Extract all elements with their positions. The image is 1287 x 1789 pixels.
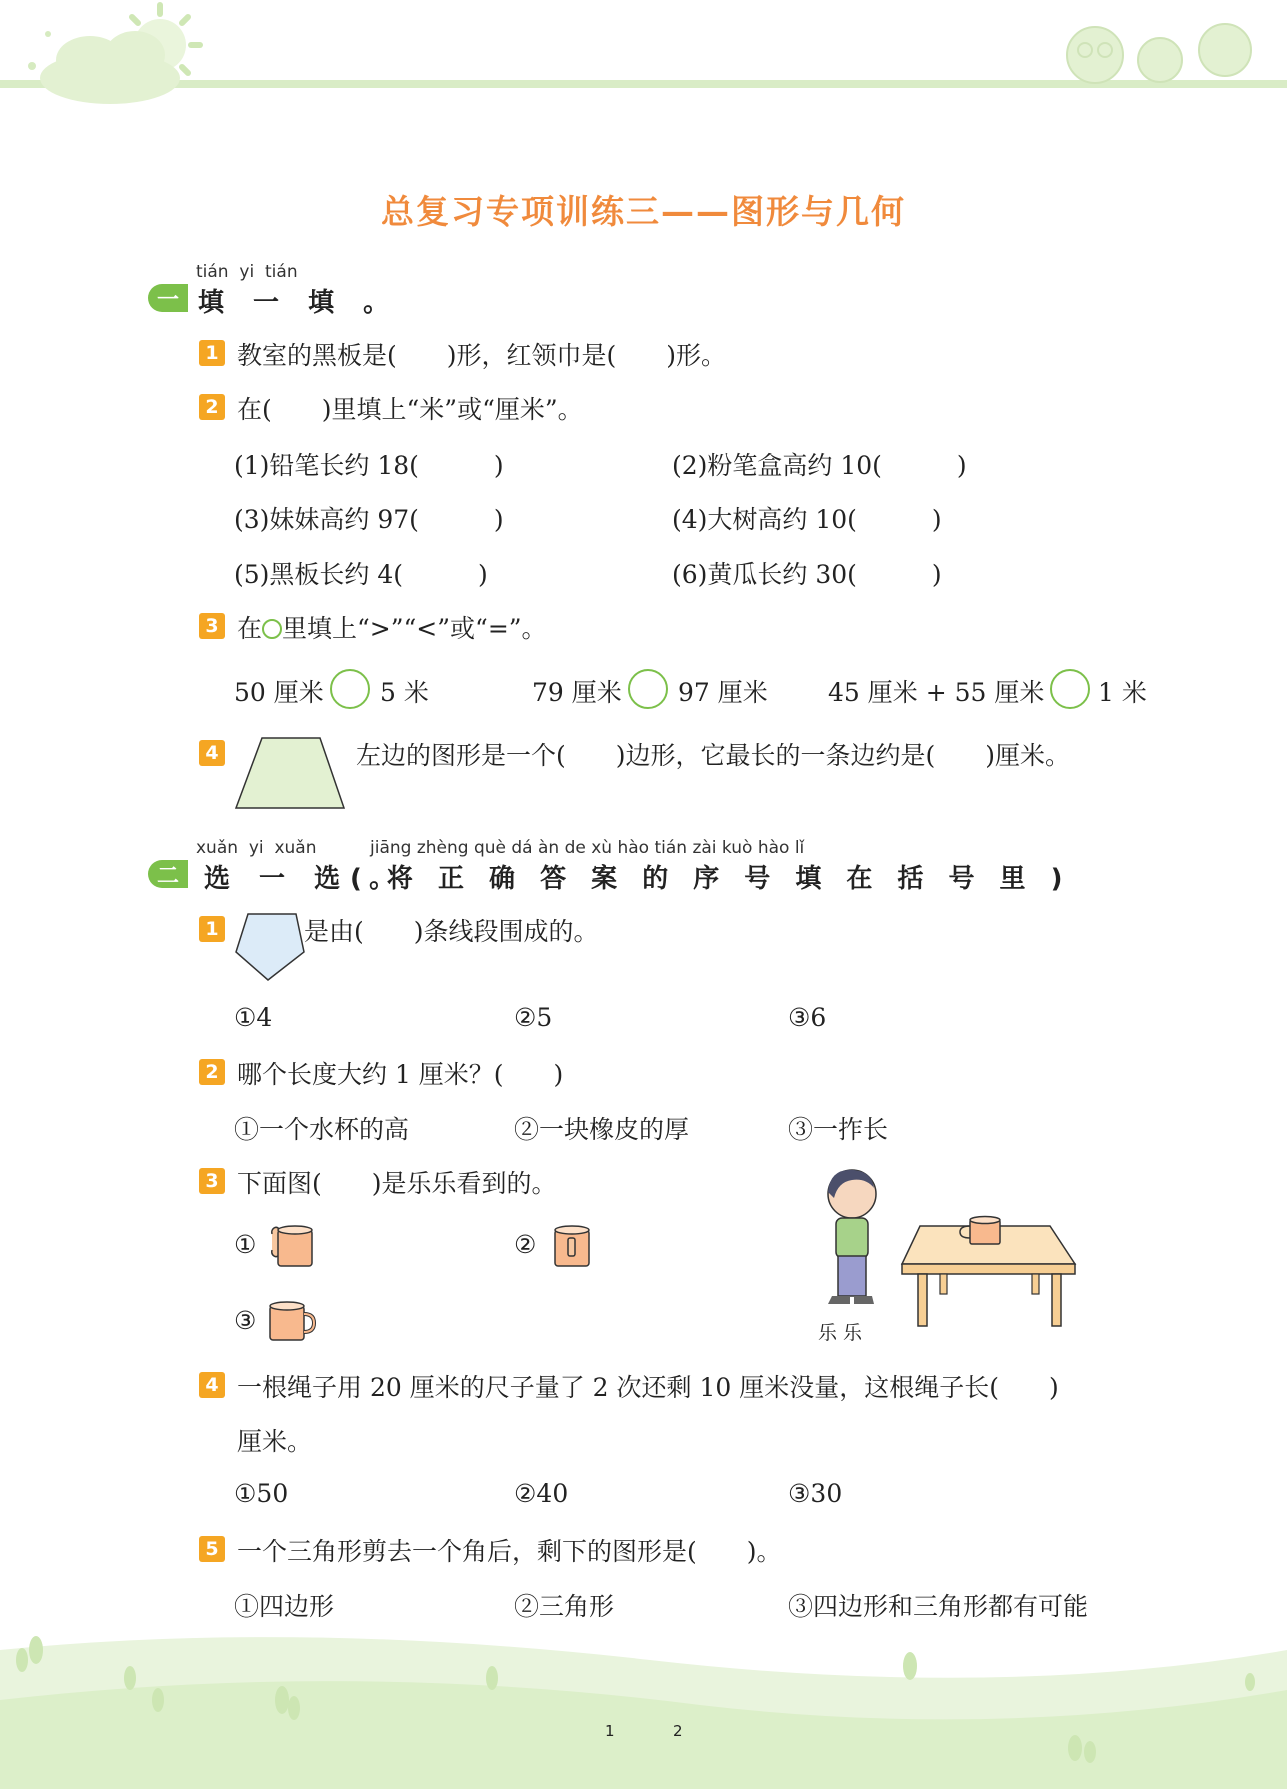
option[interactable]: ③6 [788,1003,827,1032]
option[interactable]: ①四边形 [234,1592,335,1621]
fill-item: (1)铅笔长约 18( ) [234,451,504,480]
cup-handle-right-icon [266,1300,318,1344]
question-number: 4 [199,740,225,766]
fill-item: (4)大树高约 10( ) [672,505,942,534]
question-text: 在( )里填上“米”或“厘米”。 [237,395,583,424]
question-number: 3 [199,1168,225,1194]
compare-circle[interactable] [330,669,370,709]
option[interactable]: ③四边形和三角形都有可能 [788,1592,1089,1621]
child-label: 乐 乐 [818,1322,863,1344]
compare-left: 50 厘米 [234,678,324,707]
section1-badge: 一 [148,284,188,312]
question-text: 是由( )条线段围成的。 [304,917,599,946]
compare-circle[interactable] [628,669,668,709]
option[interactable]: ① [234,1230,257,1259]
question-number: 1 [199,340,225,366]
question-text: 左边的图形是一个( )边形，它最长的一条边约是( )厘米。 [356,741,1071,770]
child-icon [828,1170,876,1304]
fill-item: (5)黑板长约 4( ) [234,560,488,589]
header-decoration [0,0,1287,110]
question-number: 3 [199,613,225,639]
page-number-right: 2 [673,1722,683,1740]
option[interactable]: ①一个水杯的高 [234,1115,410,1144]
compare-right: 5 米 [380,678,429,707]
question-text: 哪个长度大约 1 厘米？( ) [237,1060,564,1089]
animal-faces-icon [1067,24,1251,83]
pentagon-icon [234,912,306,982]
question-text: 一根绳子用 20 厘米的尺子量了 2 次还剩 10 厘米没量，这根绳子长( ) [237,1373,1059,1402]
question-number: 4 [199,1372,225,1398]
compare-circle[interactable] [1050,669,1090,709]
trapezoid-icon [234,736,346,810]
star-icon [28,31,51,70]
child-and-table-illustration [810,1164,1090,1334]
question-text: 在 里填上“>”“<”或“=”。 [237,614,547,643]
cup-side-view-icon [268,1224,316,1270]
question-number: 2 [199,394,225,420]
question-text: 下面图( )是乐乐看到的。 [237,1169,557,1198]
question-text: 一个三角形剪去一个角后，剩下的图形是( )。 [237,1537,782,1566]
question-number: 5 [199,1536,225,1562]
option[interactable]: ②5 [514,1003,553,1032]
question-text: 教室的黑板是( )形，红领巾是( )形。 [237,341,727,370]
cup-front-view-icon [552,1224,592,1270]
question-text-continued: 厘米。 [237,1427,313,1456]
fill-item: (6)黄瓜长约 30( ) [672,560,942,589]
question-number: 1 [199,916,225,942]
compare-right: 97 厘米 [678,678,768,707]
section1-title: 填 一 填 。 [198,288,400,318]
page-number-left: 1 [605,1722,615,1740]
compare-left: 79 厘米 [532,678,622,707]
section2-instruction-pinyin: jiāng zhèng què dá àn de xù hào tián zài kuò hào lǐ [370,838,805,858]
question-number: 2 [199,1059,225,1085]
option[interactable]: ②40 [514,1479,569,1508]
option[interactable]: ②一块橡皮的厚 [514,1115,690,1144]
section1-pinyin: tián yi tián [196,262,298,282]
section2-pinyin: xuǎn yi xuǎn [196,838,317,858]
option[interactable]: ③一拃长 [788,1115,889,1144]
option[interactable]: ② [514,1230,537,1259]
compare-right: 1 米 [1098,678,1147,707]
option[interactable]: ①4 [234,1003,273,1032]
option[interactable]: ②三角形 [514,1592,615,1621]
compare-left: 45 厘米 + 55 厘米 [828,678,1045,707]
section2-title: 选 一 选 。 [204,864,406,894]
fill-item: (2)粉笔盒高约 10( ) [672,451,967,480]
page-title: 总复习专项训练三——图形与几何 [381,192,906,231]
circle-icon [262,619,282,639]
footer-hills-decoration [0,1620,1287,1789]
section2-instruction: ( 将 正 确 答 案 的 序 号 填 在 括 号 里 ) [350,864,1071,894]
fill-item: (3)妹妹高约 97( ) [234,505,504,534]
section2-badge: 二 [148,860,188,888]
option[interactable]: ③ [234,1306,257,1335]
option[interactable]: ③30 [788,1479,843,1508]
option[interactable]: ①50 [234,1479,289,1508]
cloud-icon [40,31,180,104]
